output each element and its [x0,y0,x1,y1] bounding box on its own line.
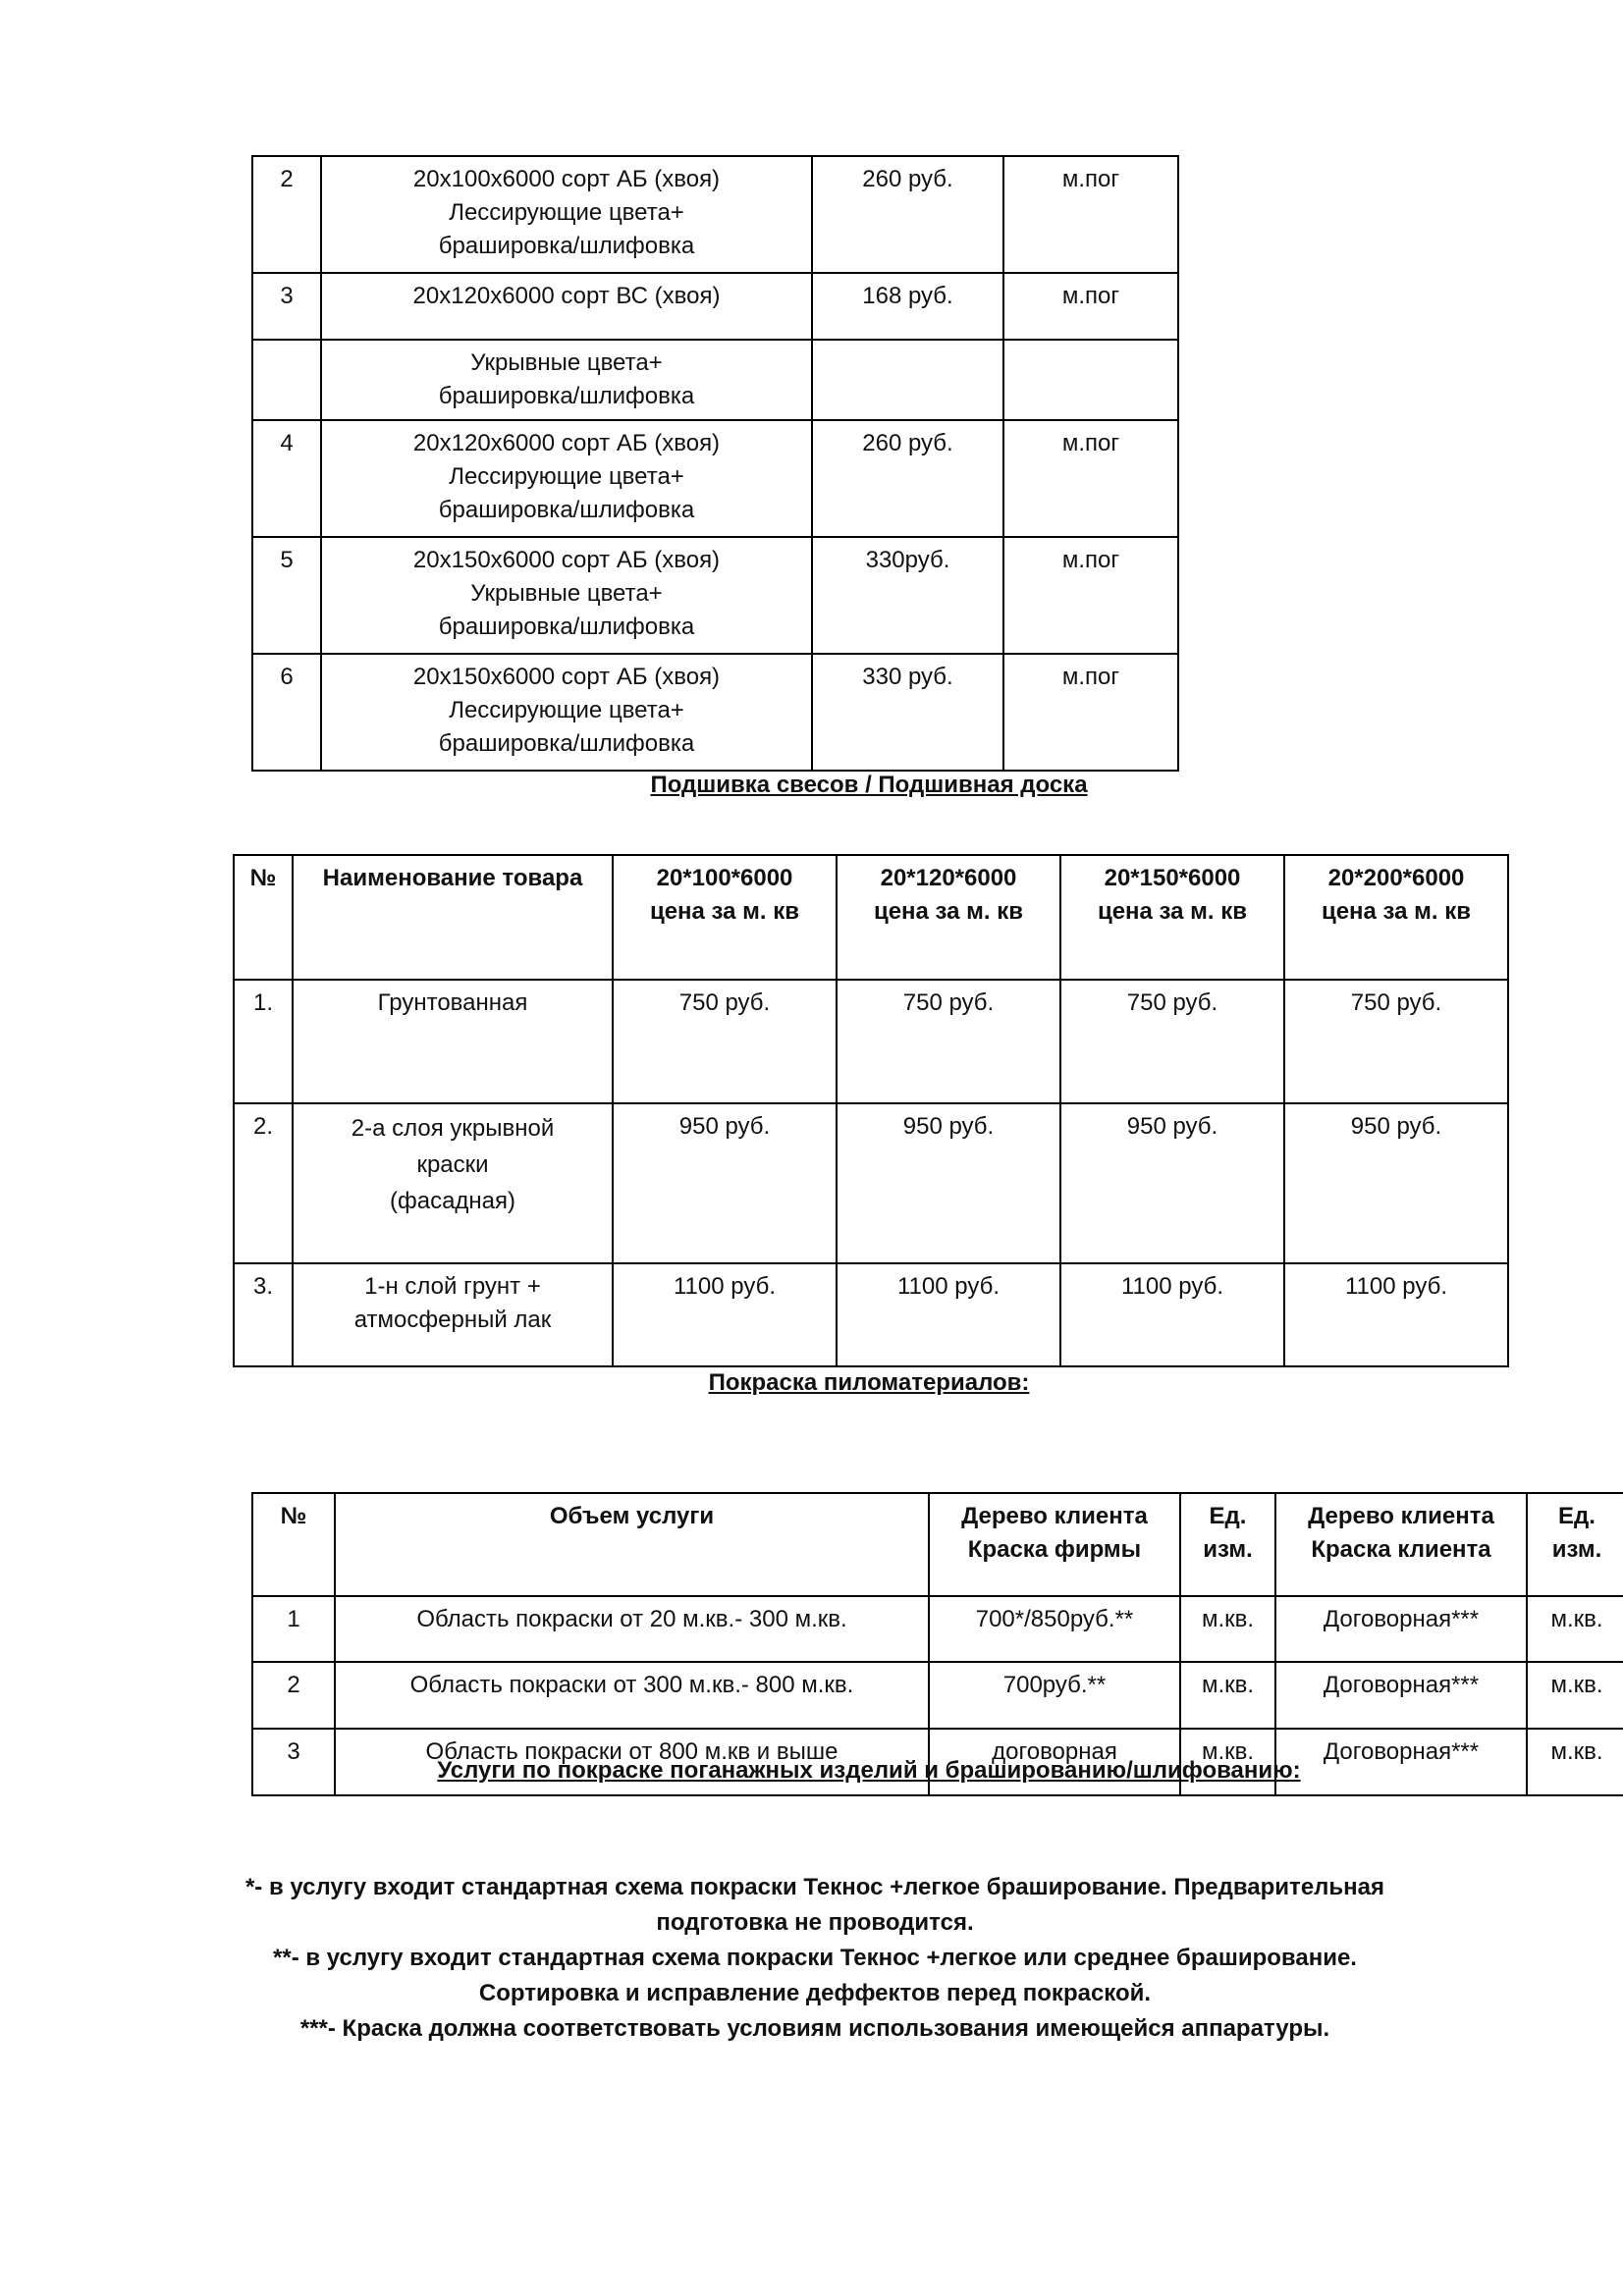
table-header-row [252,1493,1623,1596]
header-line: изм. [1203,1536,1253,1563]
row-number: 1 [252,1596,335,1662]
header-size-1 [613,855,837,980]
header-size-2 [837,855,1060,980]
header-line: Краска фирмы [967,1536,1142,1563]
price: 750 руб. [1284,980,1508,1103]
description-line: 20х100х6000 сорт АБ (хвоя) [412,166,721,192]
name-line: 1-н слой грунт + [364,1273,541,1300]
unit: м.кв. [1180,1729,1275,1795]
header-line: Дерево клиента [961,1503,1148,1529]
header-unit [1527,1493,1623,1596]
header-size-3 [1060,855,1284,980]
footnote-line: Сортировка и исправление деффектов перед покраской. [478,1980,1152,2006]
unit: м.кв. [1527,1662,1623,1729]
row-number: 3 [252,273,321,340]
unit [1003,340,1178,420]
table-row [252,156,1178,273]
header-line: Ед. [1209,1503,1247,1529]
price: 950 руб. [1060,1103,1284,1263]
unit: м.пог [1003,420,1178,537]
row-number: 1. [234,980,293,1103]
product-name [293,1103,613,1263]
header-line: цена за м. кв [873,898,1024,925]
header-line: 20*100*6000 [656,865,793,891]
product-description [321,420,812,537]
footnote-line: подготовка не проводится. [656,1909,974,1936]
description-line: Лессирующие цвета+ [449,463,684,490]
product-description [321,654,812,771]
description-line: брашировка/шлифовка [438,497,695,523]
row-number: 2. [234,1103,293,1263]
table-header-row [234,855,1508,980]
header-line: 20*120*6000 [880,865,1017,891]
section-caption-painting: Покраска пиломатериалов: [708,1369,1030,1396]
description-line: Лессирующие цвета+ [449,697,684,723]
price: 1100 руб. [837,1263,1060,1366]
unit: м.пог [1003,654,1178,771]
price-table-painting-body [252,1493,1623,1795]
footnote-line: *- в услугу входит стандартная схема покраски Текнос +легкое браширование. Предварительная [244,1874,1385,1900]
price-firm-paint: договорная [929,1729,1180,1795]
table-row [252,654,1178,771]
price: 750 руб. [613,980,837,1103]
row-number [252,340,321,420]
header-line: 20*200*6000 [1327,865,1465,891]
header-line: цена за м. кв [1321,898,1472,925]
price-table-soffit [233,854,1509,1367]
name-line: Грунтованная [377,989,528,1016]
header-line: цена за м. кв [649,898,800,925]
table-row [252,537,1178,654]
price-firm-paint: 700*/850руб.** [929,1596,1180,1662]
row-number: 4 [252,420,321,537]
table-row [252,420,1178,537]
price-firm-paint: 700руб.** [929,1662,1180,1729]
price-table-soffit-body [234,855,1508,1366]
footnotes [177,1870,1453,2047]
price: 330 руб. [812,654,1003,771]
product-description [321,340,812,420]
description-line: брашировка/шлифовка [438,383,695,409]
name-line: краски [416,1151,489,1178]
price-client-paint: Договорная*** [1275,1729,1527,1795]
table-row [252,340,1178,420]
service-scope: Область покраски от 300 м.кв.- 800 м.кв. [335,1662,929,1729]
header-unit [1180,1493,1275,1596]
service-scope: Область покраски от 800 м.кв и выше [335,1729,929,1795]
unit: м.пог [1003,156,1178,273]
description-line: Укрывные цвета+ [470,580,663,607]
header-line: Краска клиента [1311,1536,1491,1563]
header-wood-client-paint-client [1275,1493,1527,1596]
header-line: Ед. [1558,1503,1596,1529]
section-caption-soffit: Подшивка свесов / Подшивная доска [650,772,1088,798]
row-number: 6 [252,654,321,771]
unit: м.кв. [1527,1596,1623,1662]
description-line: 20х150х6000 сорт АБ (хвоя) [412,547,721,573]
description-line: 20х150х6000 сорт АБ (хвоя) [412,664,721,690]
header-line: 20*150*6000 [1104,865,1241,891]
unit: м.кв. [1180,1596,1275,1662]
product-description [321,537,812,654]
price: 950 руб. [837,1103,1060,1263]
name-line: 2-а слоя укрывной [351,1115,555,1142]
name-line: атмосферный лак [353,1307,552,1333]
price: 950 руб. [1284,1103,1508,1263]
description-line: 20х120х6000 сорт ВС (хвоя) [412,283,721,309]
price: 950 руб. [613,1103,837,1263]
table-row [234,1263,1508,1366]
description-line: брашировка/шлифовка [438,614,695,640]
header-line: изм. [1551,1536,1602,1563]
header-number: № [252,1493,335,1596]
description-line: Укрывные цвета+ [470,349,663,376]
header-wood-client-paint-firm [929,1493,1180,1596]
header-size-4 [1284,855,1508,980]
price [812,340,1003,420]
unit: м.пог [1003,273,1178,340]
price: 260 руб. [812,156,1003,273]
description-line: 20х120х6000 сорт АБ (хвоя) [412,430,721,456]
description-line: брашировка/шлифовка [438,233,695,259]
unit: м.пог [1003,537,1178,654]
table-row [252,1596,1623,1662]
row-number: 2 [252,1662,335,1729]
price: 1100 руб. [1284,1263,1508,1366]
unit: м.кв. [1527,1729,1623,1795]
header-line: цена за м. кв [1097,898,1248,925]
row-number: 5 [252,537,321,654]
row-number: 3. [234,1263,293,1366]
unit: м.кв. [1180,1662,1275,1729]
description-line: Лессирующие цвета+ [449,199,684,226]
price: 168 руб. [812,273,1003,340]
table-row [252,1662,1623,1729]
price: 750 руб. [1060,980,1284,1103]
header-number: № [234,855,293,980]
product-name [293,980,613,1103]
price: 1100 руб. [613,1263,837,1366]
name-line: (фасадная) [389,1188,516,1214]
footnote-line: **- в услугу входит стандартная схема покраски Текнос +легкое или среднее браширование. [273,1945,1357,1971]
price-table-boards-body [252,156,1178,771]
price: 330руб. [812,537,1003,654]
row-number: 3 [252,1729,335,1795]
price-table-boards [251,155,1179,772]
price: 750 руб. [837,980,1060,1103]
price: 1100 руб. [1060,1263,1284,1366]
price-table-painting [251,1492,1623,1796]
section-caption-services: Услуги по покраске поганажных изделий и брашированию/шлифованию: [437,1757,1301,1784]
footnote-line: ***- Краска должна соответствовать условиям использования имеющейся аппаратуры. [299,2015,1330,2042]
product-description [321,156,812,273]
header-name: Наименование товара [293,855,613,980]
price-client-paint: Договорная*** [1275,1662,1527,1729]
service-scope: Область покраски от 20 м.кв.- 300 м.кв. [335,1596,929,1662]
product-description [321,273,812,340]
product-name [293,1263,613,1366]
table-row [252,273,1178,340]
price: 260 руб. [812,420,1003,537]
header-scope: Объем услуги [335,1493,929,1596]
table-row [234,980,1508,1103]
row-number: 2 [252,156,321,273]
description-line: брашировка/шлифовка [438,730,695,757]
header-line: Дерево клиента [1308,1503,1494,1529]
table-row [234,1103,1508,1263]
price-client-paint: Договорная*** [1275,1596,1527,1662]
